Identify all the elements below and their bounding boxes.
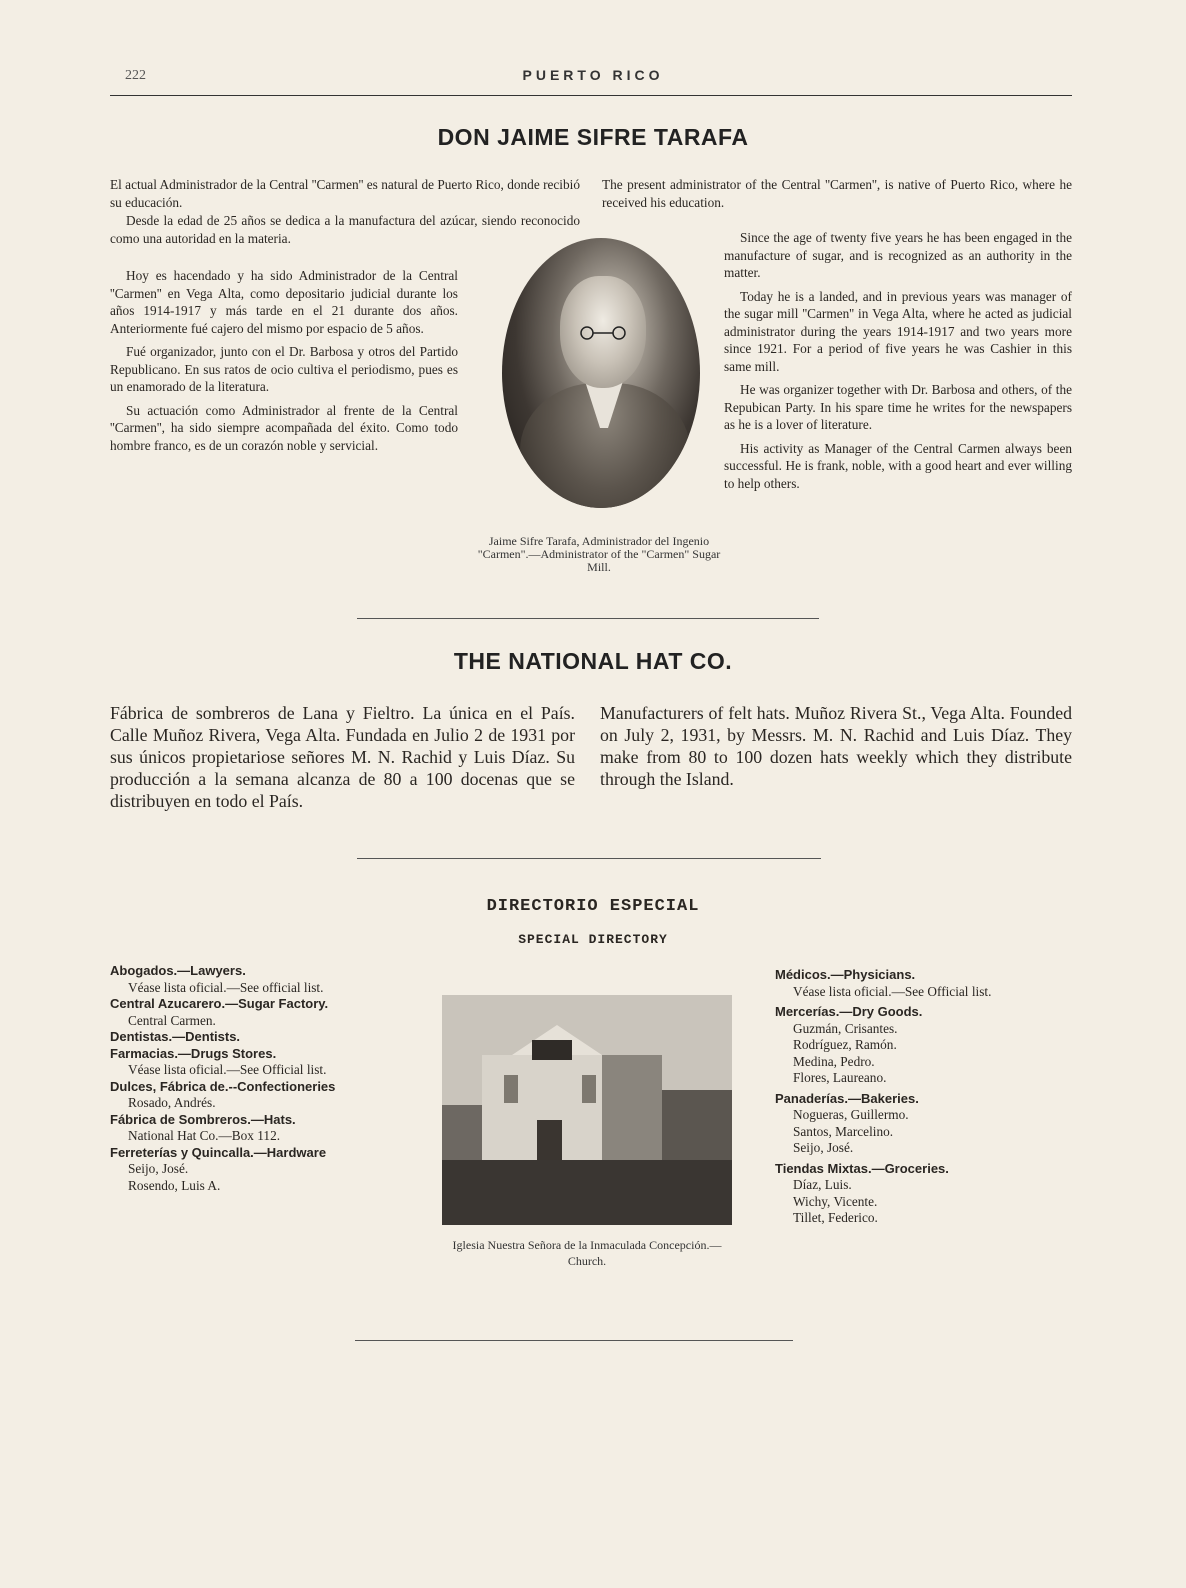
dir-category: Dentistas.—Dentists. [110,1029,241,1044]
dir-entry: Díaz, Luis. [793,1177,852,1192]
article1-title: DON JAIME SIFRE TARAFA [437,124,749,150]
article1-es-p4: Fué organizador, junto con el Dr. Barbosa y otros del Partido Republicano. En sus ratos de ocio cultiva el periodismo, pues es un enamorado de la literatura. [110,344,458,394]
portrait-photo [502,238,700,508]
dir-entry: Nogueras, Guillermo. [793,1107,909,1122]
article1-en-p2: Since the age of twenty five years he has been engaged in the manufacture of sugar, and is recognized as an authority in the matter. [724,230,1072,280]
dir-entry: Véase lista oficial.—See Official list. [128,1062,327,1077]
directory-right-column [775,967,1073,1227]
dir-entry: Seijo, José. [128,1161,189,1176]
article1-es-p5: Su actuación como Administrador al frente de la Central ''Carmen'', ha sido siempre acompañada del éxito. Como todo hombre franco, es de un corazón noble y servicial. [110,402,458,453]
dir-category: Panaderías.—Bakeries. [775,1090,919,1106]
dir-right-2 [775,1091,1073,1157]
dir-category: Tiendas Mixtas.—Groceries. [775,1160,949,1176]
directory-title: DIRECTORIO ESPECIAL [486,897,700,916]
dir-entry: Central Carmen. [128,1012,216,1028]
article2-english: Manufacturers of felt hats. Muñoz Rivera St., Vega Alta. Founded on July 2, 1931, by Messrs. M. N. Rachid and Luis Díaz. They make from 80 to 100 dozen hats weekly which they distribute through the Island. [600,703,1072,789]
dir-category: Médicos.—Physicians. [775,967,916,982]
church-photo [442,995,732,1225]
dir-category: Central Azucarero.—Sugar Factory. [110,996,329,1011]
dir-entry: Flores, Laureano. [793,1070,887,1085]
dir-category: Dulces, Fábrica de.--Confectioneries [110,1078,336,1094]
section-divider-3 [355,1340,793,1341]
dir-right-0 [775,967,1073,1000]
section-divider-2 [357,858,821,859]
article2-title: THE NATIONAL HAT CO. [453,648,733,674]
dir-left-3 [110,1046,410,1079]
dir-right-3 [775,1161,1073,1227]
page-number: 222 [125,68,146,83]
header-rule [110,95,1072,96]
dir-category: Ferreterías y Quincalla.—Hardware [110,1144,327,1160]
church-caption: Iglesia Nuestra Señora de la Inmaculada Concepción.—Church. [452,1238,722,1268]
dir-category: Mercerías.—Dry Goods. [775,1004,923,1019]
dir-entry: Rosendo, Luis A. [128,1177,221,1193]
dir-left-1 [110,996,410,1029]
directory-left-column [110,963,410,1194]
article1-spanish-column [110,267,458,460]
article1-spanish-intro [110,176,580,217]
dir-left-6 [110,1145,410,1195]
running-title: PUERTO RICO [522,67,664,83]
dir-entry: Santos, Marcelino. [793,1123,894,1139]
dir-right-1 [775,1004,1073,1087]
article1-es-p1: El actual Administrador de la Central ''Carmen'' es natural de Puerto Rico, donde recibió su educación. [110,177,580,210]
directory-subtitle: SPECIAL DIRECTORY [518,932,668,947]
dir-entry: Seijo, José. [793,1140,854,1155]
dir-left-4 [110,1079,410,1112]
dir-entry: Guzmán, Crisantes. [793,1020,898,1036]
dir-entry: Véase lista oficial.—See official list. [128,979,324,995]
dir-entry: Medina, Pedro. [793,1053,875,1069]
article1-en-p5: His activity as Manager of the Central Carmen always been successful. He is frank, noble, with a good heart and ever willing to help others. [724,440,1072,491]
article1-english-column [724,229,1072,498]
article1-es-p3: Hoy es hacendado y ha sido Administrador de la Central ''Carmen'' en Vega Alta, como depositario judicial durante los años 1914-1917 y más tarde en el 21 durante dos años. Anteriormente fué cajero del mismo por espacio de 5 años. [110,268,458,336]
dir-category: Fábrica de Sombreros.—Hats. [110,1111,296,1127]
dir-left-0 [110,963,410,996]
portrait-caption: Jaime Sifre Tarafa, Administrador del Ingenio "Carmen".—Administrator of the "Carmen" Sugar Mill. [477,534,721,574]
article1-spanish-p2-wrap [110,212,580,253]
article1-english-intro [602,176,1072,217]
dir-entry: Tillet, Federico. [793,1210,878,1225]
dir-entry: Rodríguez, Ramón. [793,1037,897,1052]
dir-entry: Rosado, Andrés. [128,1095,216,1110]
dir-category: Abogados.—Lawyers. [110,963,246,978]
dir-entry: Wichy, Vicente. [793,1193,878,1209]
article1-es-p2: Desde la edad de 25 años se dedica a la manufactura del azúcar, siendo reconocido como una autoridad en la materia. [110,213,580,246]
dir-left-5 [110,1112,410,1145]
article1-en-p4: He was organizer together with Dr. Barbosa and others, of the Repubican Party. In his spare time he writes for the newspapers as he is a lover of literature. [724,382,1072,432]
section-divider-1 [357,618,819,619]
dir-category: Farmacias.—Drugs Stores. [110,1045,277,1061]
article1-en-p3: Today he is a landed, and in previous years was manager of the sugar mill ''Carmen'' in Vega Alta, where he acted as judicial administrator during the years 1914-1917 and two years more since 1921. For a period of five years he was Cashier in this same mill. [724,288,1072,374]
dir-entry: Véase lista oficial.—See Official list. [793,983,992,999]
dir-entry: National Hat Co.—Box 112. [128,1128,281,1143]
dir-left-2 [110,1029,410,1046]
article2-spanish: Fábrica de sombreros de Lana y Fieltro. La única en el País. Calle Muñoz Rivera, Vega Alta. Fundada en Julio 2 de 1931 por sus únicos propietariose señores M. N. Rachid y Luis Díaz. Su producción a la semana alcanza de 80 a 100 docenas que se distribuyen en todo el País. [110,703,575,811]
article1-en-p1: The present administrator of the Central ''Carmen'', is native of Puerto Rico, where he received his education. [602,177,1072,210]
